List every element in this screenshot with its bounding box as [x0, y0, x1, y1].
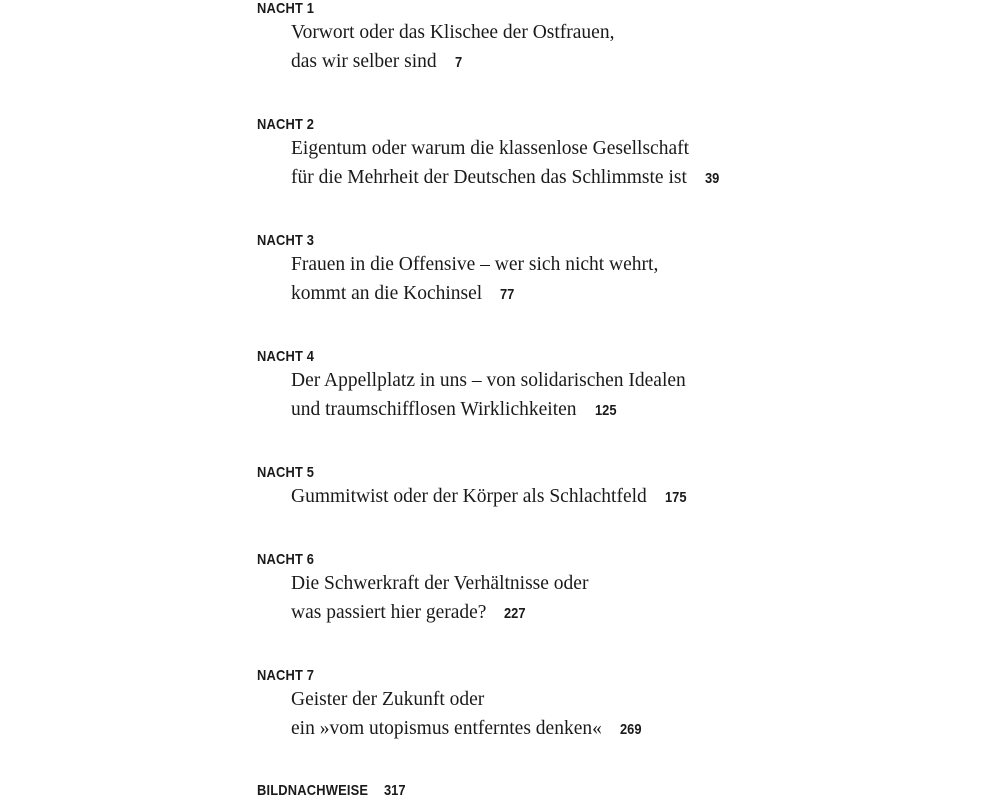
- chapter-label: NACHT 1: [257, 0, 315, 17]
- chapter-label: NACHT 6: [257, 551, 315, 568]
- page-number: 125: [594, 402, 617, 419]
- title-line: ein »vom utopismus entferntes denken«: [291, 718, 602, 739]
- chapter-title: [291, 685, 645, 744]
- title-line-last: [291, 395, 686, 425]
- page-number: 269: [619, 721, 642, 738]
- page-number: 77: [500, 286, 515, 303]
- chapter-title: [291, 366, 686, 425]
- chapter-label: NACHT 7: [257, 667, 315, 684]
- title-line: was passiert hier gerade?: [291, 602, 487, 623]
- chapter-title: [291, 250, 658, 309]
- chapter-title: [291, 18, 614, 77]
- title-line: für die Mehrheit der Deutschen das Schlimmste ist: [291, 167, 687, 188]
- chapter-title: [291, 134, 722, 193]
- chapter-label: NACHT 2: [257, 116, 315, 133]
- page-number: 39: [704, 170, 720, 187]
- title-line: Die Schwerkraft der Verhältnisse oder: [291, 573, 589, 594]
- toc-entry-bildnachweise: [257, 782, 409, 800]
- title-line: Der Appellplatz in uns – von solidarischen Idealen: [291, 370, 686, 391]
- title-line: Frauen in die Offensive – wer sich nicht wehrt,: [291, 254, 659, 275]
- page-number: 227: [504, 605, 526, 622]
- title-line-last: [291, 47, 614, 77]
- title-line: und traumschifflosen Wirklichkeiten: [291, 399, 577, 420]
- title-line: Eigentum oder warum die klassenlose Gesellschaft: [291, 138, 690, 159]
- title-line-last: [291, 163, 722, 193]
- title-line: das wir selber sind: [291, 51, 437, 72]
- section-label: BILDNACHWEISE: [257, 782, 369, 799]
- title-line: kommt an die Kochinsel: [291, 283, 483, 304]
- page-number: 7: [454, 54, 462, 71]
- title-line-last: [291, 279, 658, 309]
- title-line-last: [291, 598, 588, 628]
- chapter-label: NACHT 3: [257, 232, 315, 249]
- title-line: Gummitwist oder der Körper als Schlachtfeld: [291, 486, 647, 507]
- title-line: Geister der Zukunft oder: [291, 689, 485, 710]
- page-number: 317: [384, 782, 406, 799]
- chapter-label: NACHT 4: [257, 348, 315, 365]
- page-number: 175: [664, 489, 687, 506]
- chapter-title: [291, 482, 690, 512]
- title-line: Vorwort oder das Klischee der Ostfrauen,: [291, 22, 615, 43]
- chapter-label: NACHT 5: [257, 464, 315, 481]
- chapter-title: [291, 569, 588, 628]
- title-line-last: [291, 482, 690, 512]
- title-line-last: [291, 714, 645, 744]
